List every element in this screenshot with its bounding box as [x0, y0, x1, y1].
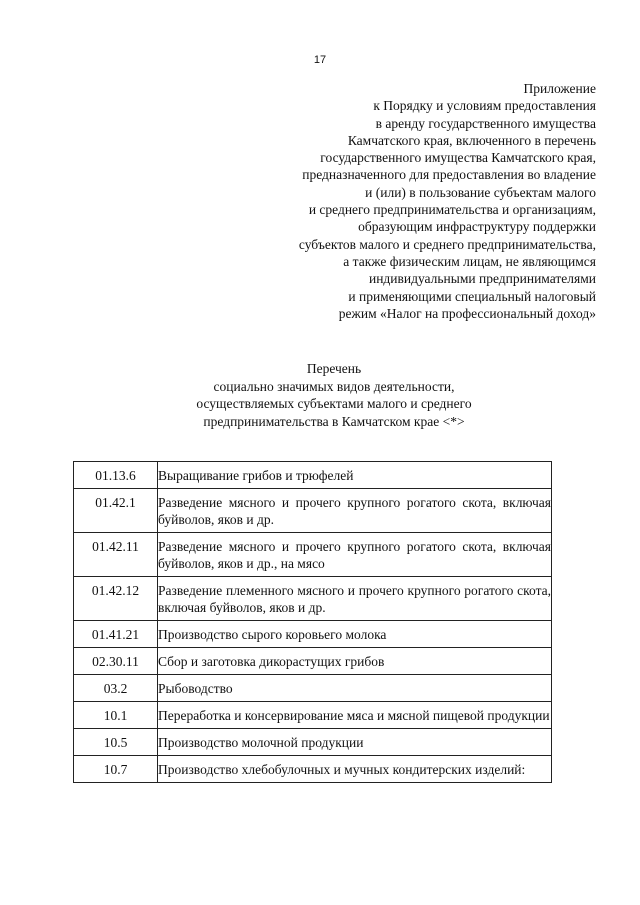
activity-code: 10.5	[103, 735, 128, 750]
activity-code: 01.13.6	[95, 468, 136, 483]
activity-code: 01.42.1	[95, 495, 136, 510]
activities-table	[73, 461, 552, 783]
activity-desc-cell	[158, 577, 552, 621]
appendix-line: режим «Налог на профессиональный доход»	[338, 305, 596, 321]
activity-code: 01.42.11	[92, 539, 139, 554]
list-title-line: Перечень	[306, 361, 362, 376]
appendix-line: образующим инфраструктуру поддержки	[358, 219, 596, 235]
activity-code-cell	[74, 702, 158, 729]
table-row	[74, 533, 552, 577]
table-row	[74, 702, 552, 729]
appendix-line: субъектов малого и среднего предпринимательства,	[298, 236, 596, 252]
activity-code-cell	[74, 489, 158, 533]
table-row	[74, 756, 552, 783]
appendix-line: а также физическим лицам, не являющимся	[343, 253, 596, 269]
activity-code-cell	[74, 577, 158, 621]
activity-desc-cell	[158, 648, 552, 675]
activity-code: 01.41.21	[91, 627, 140, 642]
table-row	[74, 648, 552, 675]
activity-code-cell	[74, 621, 158, 648]
appendix-line: предназначенного для предоставления во владение	[302, 167, 596, 183]
appendix-line: и (или) в пользование субъектам малого	[365, 184, 596, 200]
activity-code-cell	[74, 675, 158, 702]
appendix-line: в аренду государственного имущества	[375, 115, 596, 131]
activity-code: 10.7	[103, 762, 128, 777]
list-title	[0, 360, 640, 430]
activity-desc-cell	[158, 533, 552, 577]
activity-desc-cell	[158, 489, 552, 533]
table-row	[74, 729, 552, 756]
appendix-line: и применяющими специальный налоговый	[348, 288, 596, 304]
table-row	[74, 462, 552, 489]
activity-description: Разведение мясного и прочего крупного рогатого скота, включая буйволов, яков и др., на мясо	[158, 539, 551, 571]
list-title-line: предпринимательства в Камчатском крае <*>	[203, 413, 465, 429]
table-row	[74, 577, 552, 621]
activity-code: 02.30.11	[92, 654, 139, 669]
appendix-line: индивидуальными предпринимателями	[368, 271, 596, 287]
appendix-line: к Порядку и условиям предоставления	[373, 98, 596, 114]
list-title-line: осуществляемых субъектами малого и среднего	[196, 396, 472, 411]
appendix-header	[196, 80, 596, 322]
activity-code-cell	[74, 648, 158, 675]
activity-code-cell	[74, 756, 158, 783]
activity-description: Разведение племенного мясного и прочего крупного рогатого скота, включая буйволов, яков и др.	[158, 583, 551, 615]
activity-code: 10.1	[103, 708, 128, 723]
activity-desc-cell	[158, 756, 552, 783]
activity-code-cell	[74, 462, 158, 489]
activity-description: Производство молочной продукции	[158, 735, 364, 750]
activity-description: Производство сырого коровьего молока	[158, 627, 387, 642]
table-row	[74, 621, 552, 648]
activity-desc-cell	[158, 729, 552, 756]
activity-desc-cell	[158, 702, 552, 729]
list-title-line: социально значимых видов деятельности,	[213, 378, 455, 394]
table-row	[74, 489, 552, 533]
page-number: 17	[313, 54, 327, 66]
activity-code: 01.42.12	[91, 583, 140, 598]
activity-description: Разведение мясного и прочего крупного рогатого скота, включая буйволов, яков и др.	[158, 495, 551, 527]
activity-desc-cell	[158, 462, 552, 489]
activity-description: Производство хлебобулочных и мучных кондитерских изделий:	[158, 762, 526, 777]
appendix-line: и среднего предпринимательства и организациям,	[308, 202, 596, 218]
activity-description: Выращивание грибов и трюфелей	[158, 468, 354, 483]
activity-description: Сбор и заготовка дикорастущих грибов	[158, 654, 385, 669]
activity-description: Переработка и консервирование мяса и мясной пищевой продукции	[158, 708, 550, 723]
activity-description: Рыбоводство	[158, 681, 233, 696]
activity-code-cell	[74, 533, 158, 577]
appendix-line: Приложение	[523, 81, 596, 96]
appendix-line: Камчатского края, включенного в перечень	[347, 132, 596, 148]
activity-code-cell	[74, 729, 158, 756]
appendix-line: государственного имущества Камчатского края,	[320, 150, 596, 166]
activity-code: 03.2	[103, 681, 128, 696]
activity-desc-cell	[158, 621, 552, 648]
activity-desc-cell	[158, 675, 552, 702]
table-row	[74, 675, 552, 702]
